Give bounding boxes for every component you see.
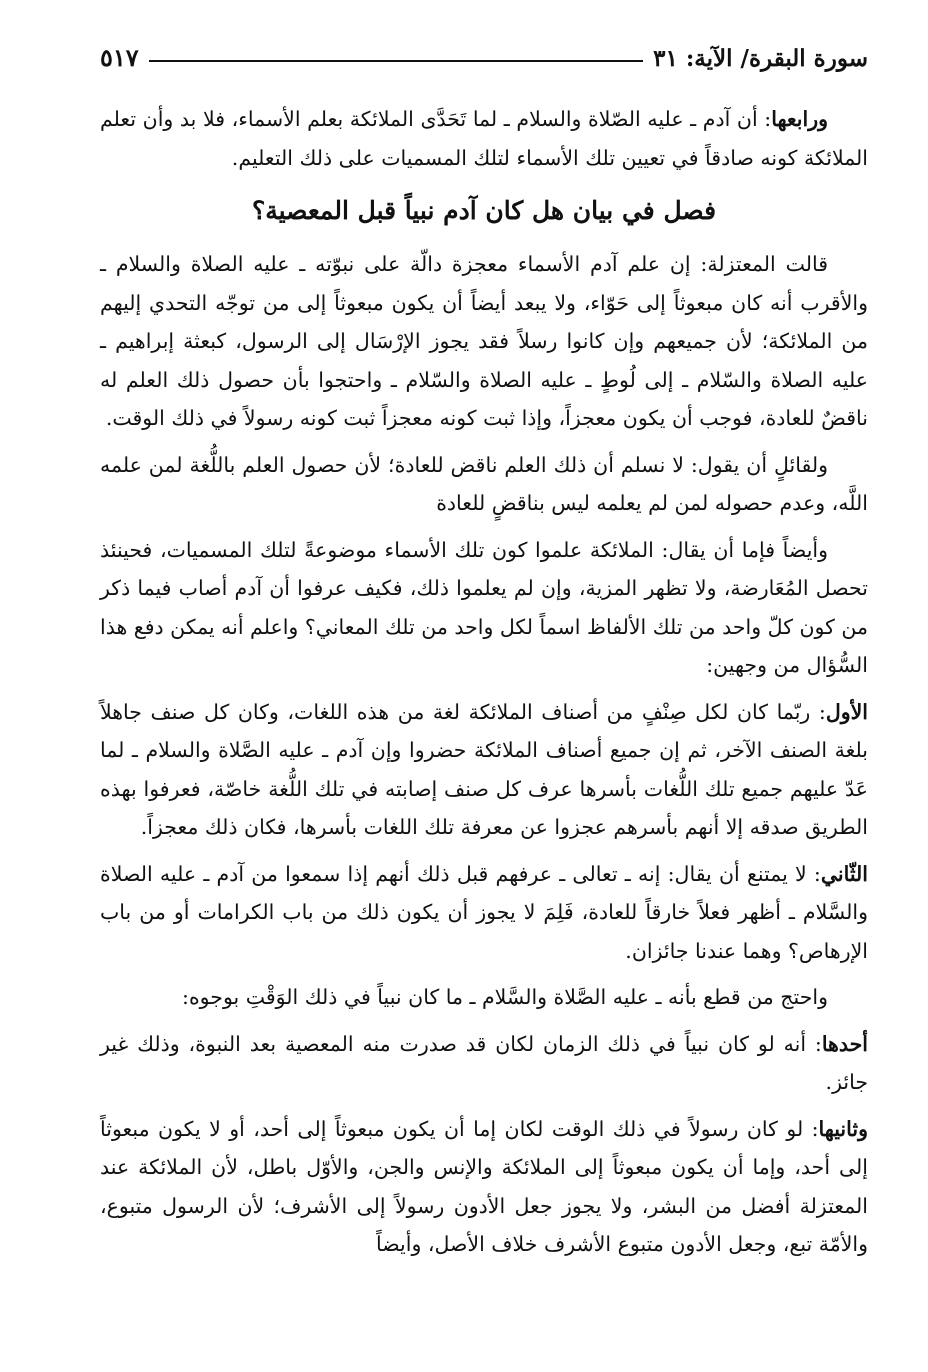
paragraph-text: : أنه لو كان نبياً في ذلك الزمان لكان قد صدرت منه المعصية بعد النبوة، وذلك غير جائز. [100, 1031, 868, 1094]
paragraph-lead: ورابعها [771, 107, 828, 131]
paragraph-fourth [100, 100, 868, 177]
paragraph-objection: ولقائلٍ أن يقول: لا نسلم أن ذلك العلم ناقض للعادة؛ لأن حصول العلم باللُّغة لمن علمه اللَّه، وعدم حصوله لمن لم يعلمه ليس بناقضٍ للعادة [100, 452, 868, 515]
paragraph-also: وأيضاً فإما أن يقال: الملائكة علموا كون تلك الأسماء موضوعةً لتلك المسميات، فحينئذ تحصل المُعَارضة، ولا تظهر المزية، وإن لم يعلموا ذلك، فكيف عرفوا أن آدم أصاب فيما ذكر من كون كلّ واحد من تلك الألفاظ اسماً لكل واحد من تلك المعاني؟ واعلم أنه يمكن دفع هذا السُّؤال من وجهين: [100, 537, 868, 677]
paragraph-second-of-them [100, 1110, 868, 1264]
paragraph-text: : لو كان رسولاً في ذلك الوقت لكان إما أن يكون مبعوثاً إلى أحد، أو لا يكون مبعوثاً إلى أحد، وإما أن يكون مبعوثاً إلى الملائكة والإنس والجن، والأوّل باطل، لأن الملائكة عند المعتزلة أفضل من البشر، ولا يجوز جعل الأدون رسولاً إلى الأشرف؛ لأن الرسول متبوع، والأمّة تبع، وجعل الأدون متبوع الأشرف خلاف الأصل، وأيضاً [100, 1116, 868, 1256]
paragraph-one-of-them [100, 1025, 868, 1102]
paragraph-argument: واحتج من قطع بأنه ـ عليه الصَّلاة والسَّلام ـ ما كان نبياً في ذلك الوَقْتِ بوجوه: [182, 985, 828, 1009]
body-text [100, 100, 868, 1272]
header-rule [149, 60, 643, 62]
paragraph-lead: وثانيها [818, 1116, 868, 1141]
paragraph-second [100, 855, 868, 971]
paragraph-lead: أحدها [821, 1031, 868, 1056]
paragraph-mutazila: قالت المعتزلة: إن علم آدم الأسماء معجزة دالّة على نبوّته ـ عليه الصلاة والسلام ـ والأقرب أنه كان مبعوثاً إلى حَوّاء، ولا يبعد أيضاً أن يكون مبعوثاً إلى من توجّه التحدي إليهم من الملائكة؛ لأن جميعهم وإن كانوا رسلاً فقد يجوز الإرْسَال إلى الرسول، كبعثة إبراهيم ـ عليه الصلاة والسّلام ـ إلى لُوطٍ ـ عليه الصلاة والسّلام ـ واحتجوا بأن حصول ذلك العلم له ناقضٌ للعادة، فوجب أن يكون معجزاً، وإذا ثبت كونه معجزاً ثبت كونه رسولاً في ذلك الوقت. [100, 252, 868, 430]
section-title: فصل في بيان هل كان آدم نبياً قبل المعصية؟ [251, 196, 717, 225]
paragraph-lead: الثّاني [820, 861, 868, 886]
running-head: سورة البقرة/ الآية: ٣١ [653, 45, 868, 72]
paragraph-text: : لا يمتنع أن يقال: إنه ـ تعالى ـ عرفهم قبل ذلك أنهم إذا سمعوا من آدم ـ عليه الصلاة والسَّلام ـ أظهر فعلاً خارقاً للعادة، فَلِمَ لا يجوز أن يكون ذلك من باب الكرامات أو من باب الإرهاص؟ وهما عندنا جائزان. [100, 861, 868, 963]
paragraph-text: : ربّما كان لكل صِنْفٍ من أصناف الملائكة لغة من هذه اللغات، وكان كل صنف جاهلاً بلغة الصنف الآخر، ثم إن جميع أصناف الملائكة حضروا وإن آدم ـ عليه الصَّلاة والسلام ـ لما عَدّ عليهم جميع تلك اللُّغات بأسرها عرف كل صنف إصابته في تلك اللُّغة خاصّة، فعرفوا بهذه الطريق صدقه إلا أنهم بأسرهم عجزوا عن معرفة تلك اللغات بأسرها، فكان ذلك معجزاً. [100, 699, 868, 839]
page-header [100, 28, 868, 72]
paragraph-lead: الأول [825, 699, 868, 724]
paragraph-first [100, 693, 868, 847]
page-number: ٥١٧ [100, 43, 139, 72]
paragraph-text: : أن آدم ـ عليه الصّلاة والسلام ـ لما تَحَدَّى الملائكة بعلم الأسماء، فلا بد وأن تعلم الملائكة كونه صادقاً في تعيين تلك الأسماء لتلك المسميات على ذلك التعليم. [100, 107, 868, 170]
